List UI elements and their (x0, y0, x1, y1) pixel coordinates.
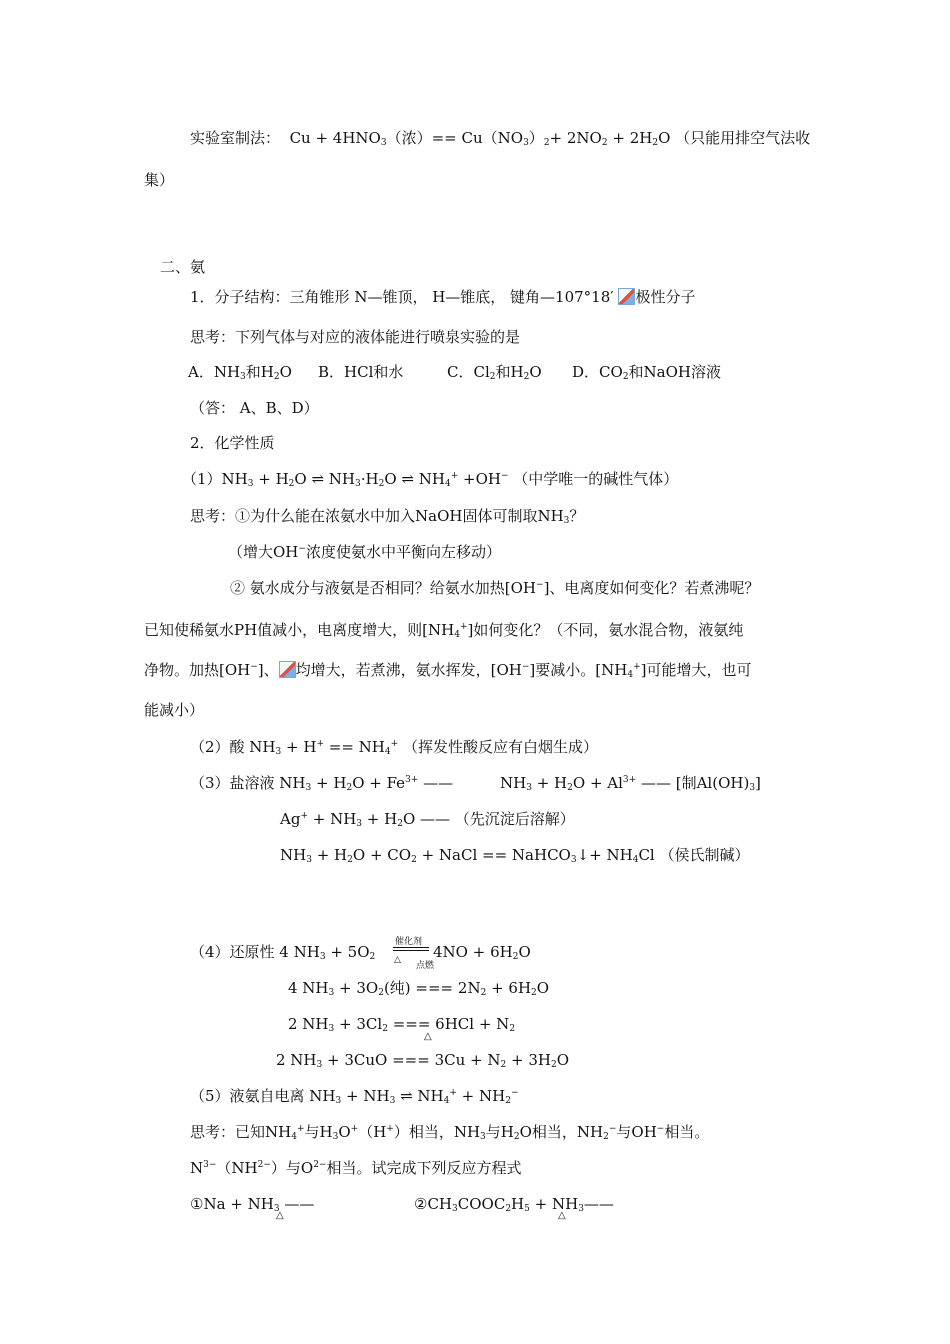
lab-prep-line: 实验室制法： $Cu + 4HNO_3$（浓）== $Cu(NO_3)_2+ 2NO_2 + 2H_2O$ （只能用排空气法收 (190, 129, 811, 148)
think-naoh-answer: （增大OH−浓度使氨水中平衡向左移动） (228, 543, 501, 561)
option-b: B．HCl和水 (318, 363, 404, 381)
exercise-2: $②CH_3COOC_2H_5$ + $NH_3——$ (414, 1195, 614, 1214)
question-2-line1: ② 氨水成分与液氨是否相同？给氨水加热[OH−]、电离度如何变化？若煮沸呢？ (230, 579, 760, 597)
question-2-line2: 已知使稀氨水PH值减小，电离度增大，则$[NH_4^+]$如何变化？（不同，氨水混合物，液氨纯 (144, 621, 744, 640)
chem-properties-title: 2．化学性质 (190, 434, 275, 452)
option-d: D．$CO_2$和NaOH溶液 (572, 363, 721, 382)
reaction-3-ag: $Ag^+ + NH_3 + H_2O$ —— （先沉淀后溶解） (280, 810, 575, 829)
reaction-3-nacl: $NH_3 + H_2O + CO_2$ + NaCl == NaHCO$_3$↓+ $NH_4Cl$ （侯氏制碱） (280, 846, 750, 865)
heat-triangle: △ (558, 1210, 566, 1221)
reaction-4-cl2: 2 $NH_3 + 3Cl_2$ === $6HCl + N_2$ (288, 1015, 516, 1034)
question-2-line4: 能减小） (144, 701, 205, 719)
option-a: A．$NH_3$和$H_2O$ (188, 363, 292, 382)
reaction-4-catalytic: （4）还原性 4 $NH_3 + 5O_2$ (190, 943, 376, 962)
ignition-label: 点燃 (416, 961, 435, 971)
section-title: 二、氨 (160, 258, 206, 276)
think-fountain: 思考：下列气体与对应的液体能进行喷泉实验的是 (190, 328, 521, 346)
exercise-1: ①Na + $NH_3$ —— (190, 1195, 315, 1214)
heat-triangle: △ (276, 1210, 284, 1221)
arrow-equals (393, 947, 429, 951)
option-c: C．$Cl_2$和$H_2O$ (447, 363, 542, 382)
think-naoh: 思考：①为什么能在浓氨水中加入NaOH固体可制取$NH_3$？ (190, 507, 585, 526)
reaction-3-al: $NH_3 + H_2O + Al^{3+}$ —— [制$Al(OH)_3$] (500, 774, 761, 793)
reaction-2: （2）酸 $NH_3 + H^+ == NH_4^+$ （挥发性酸反应有白烟生成） (190, 738, 598, 757)
question-2-line3: 净物。加热[OH−]、 均增大，若煮沸，氨水挥发，[OH−]要减小。$[NH_4^+]$可能增大，也可 (144, 661, 752, 680)
n3-analogy: $N^{3-}(NH^{2-})$与$O^{2-}$相当。试完成下列反应方程式 (190, 1159, 522, 1177)
reaction-3-fe: （3）盐溶液 $NH_3 + H_2O + Fe^{3+}$ —— (190, 774, 454, 793)
catalyst-label: 催化剂 (395, 937, 423, 947)
answer: （答： A、B、D） (190, 399, 319, 417)
heat-triangle: △ (424, 1031, 432, 1042)
image-placeholder-icon (618, 288, 635, 305)
options-line (188, 362, 292, 382)
lab-prep-cont: 集） (144, 171, 175, 189)
reaction-1: $(1)NH_3 + H_2O$ ⇌ $NH_3\cdot H_2O$ ⇌ $NH_4^+ +OH^-$ （中学唯一的碱性气体） (182, 470, 679, 489)
reaction-4-cuo: 2 $NH_3 + 3CuO$ === $3Cu + N_2 + 3H_2O$ (276, 1051, 570, 1070)
reaction-4-pure-o2: 4 $NH_3 + 3O_2$(纯) === $2N_2 + 6H_2O$ (288, 979, 550, 998)
heat-triangle: △ (394, 955, 401, 965)
image-placeholder-icon (279, 661, 296, 678)
think-analogy: 思考：已知$NH_4^+$与$H_3O^+(H^+)$相当，$NH_3$与$H_2O$相当，$NH_2^-$与OH−相当。 (190, 1123, 710, 1142)
molecule-structure: 1．分子结构：三角锥形 N—锥顶， H—锥底， 键角—107°18′ 极性分子 (190, 288, 696, 306)
reaction-5: （5）液氨自电离 $NH_3 + NH_3$ ⇌ $NH_4^+ + NH_2^-$ (190, 1087, 519, 1106)
reaction-4-products: $4NO + 6H_2O$ (433, 943, 531, 962)
